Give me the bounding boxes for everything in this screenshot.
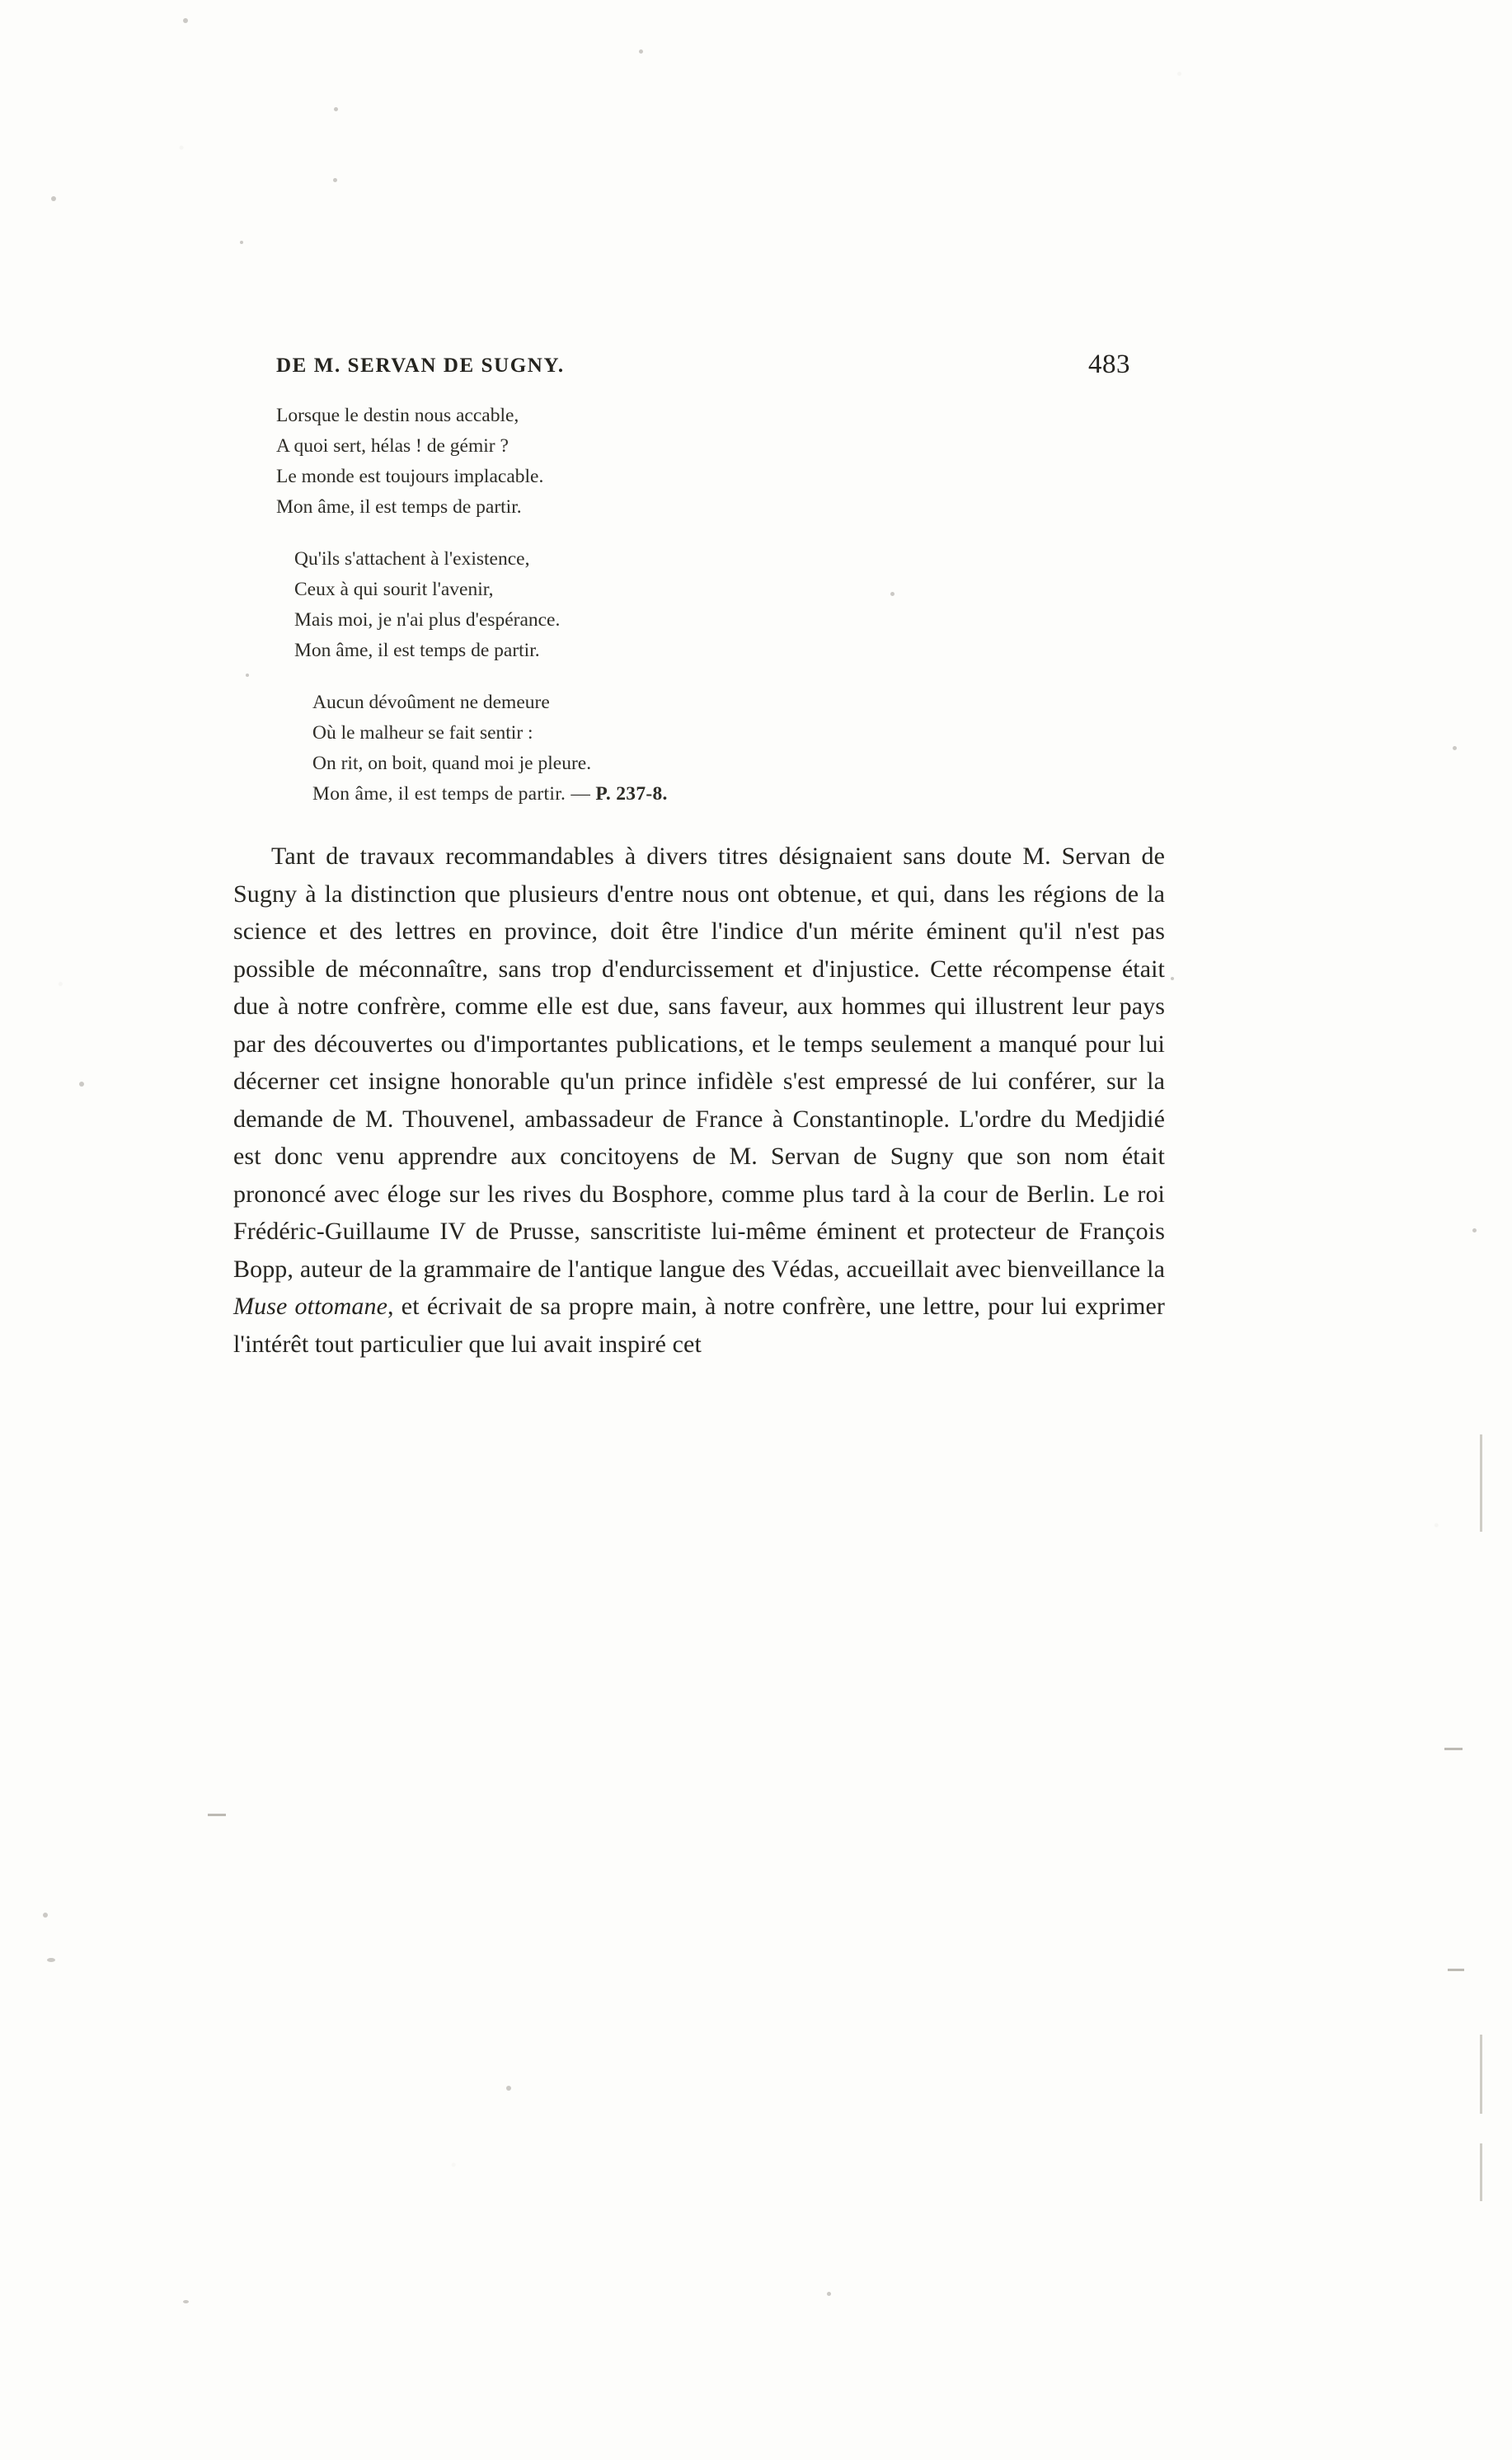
verse-line: Mais moi, je n'ai plus d'espérance. bbox=[294, 609, 561, 631]
body-text bbox=[233, 838, 1165, 1363]
verse-line: Le monde est toujours implacable. bbox=[276, 466, 544, 487]
page-text-block bbox=[233, 350, 1165, 1363]
scan-speck bbox=[334, 107, 338, 111]
verse-line: A quoi sert, hélas ! de gémir ? bbox=[276, 435, 509, 457]
scan-speck bbox=[333, 178, 337, 182]
page-number: 483 bbox=[1088, 350, 1130, 379]
verse-line: Mon âme, il est temps de partir. bbox=[294, 640, 540, 661]
scan-speck bbox=[183, 18, 188, 23]
scan-speck bbox=[639, 49, 643, 54]
scan-speck bbox=[1171, 977, 1174, 980]
paragraph-text-start: Tant de travaux recommandables à divers titres désignaient sans doute M. Servan de Sugny à la distinction que plusieurs d'entre nous ont obtenue, et qui, dans les régions de la science et des lettres en province, doit être l'indice d'un mérite éminent qu'il n'est pas possible de méconnaître, sans trop d'endurcissement et d'injustice. Cette récompense était due à notre confrère, comme elle est due, sans faveur, aux hommes qui illustrent leur pays par des découvertes ou d'importantes publications, et le temps seulement a manqué pour lui décerner cet insigne honorable qu'un prince infidèle s'est empressé de lui conférer, sur la demande de M. Thouvenel, ambassadeur de France à Constantinople. L'ordre du Medjidié est donc venu apprendre aux concitoyens de M. Servan de Sugny que son nom était prononcé avec éloge sur les rives du Bosphore, comme plus tard à la cour de Berlin. Le roi Frédéric-Guillaume IV de Prusse, sanscritiste lui-même éminent et protecteur de François Bopp, auteur de la grammaire de l'antique langue des Védas, accueillait avec bienveillance la bbox=[233, 843, 1165, 1283]
verse-line: Lorsque le destin nous accable, bbox=[276, 405, 519, 426]
verse-quotation bbox=[276, 401, 1165, 810]
verse-line: Aucun dévoûment ne demeure bbox=[312, 692, 550, 713]
page-edge-mark bbox=[1480, 2143, 1482, 2201]
verse-line: Mon âme, il est temps de partir. bbox=[276, 496, 522, 518]
scan-speck bbox=[827, 2292, 831, 2296]
page-edge-mark bbox=[1480, 1434, 1482, 1532]
scan-speck bbox=[183, 2300, 189, 2303]
page-edge-mark bbox=[1444, 1748, 1463, 1750]
scan-speck bbox=[240, 241, 243, 244]
page-edge-mark bbox=[1448, 1969, 1464, 1971]
scan-speck bbox=[47, 1958, 55, 1962]
verse-stanza bbox=[312, 688, 1165, 810]
page-edge-mark bbox=[1480, 2035, 1482, 2114]
verse-stanza bbox=[294, 544, 1165, 666]
verse-source-reference: P. 237-8. bbox=[595, 783, 668, 805]
scan-speck bbox=[1453, 746, 1457, 750]
verse-line-attribution bbox=[312, 779, 1165, 810]
verse-line: Ceux à qui sourit l'avenir, bbox=[294, 579, 494, 600]
scan-speck bbox=[79, 1082, 84, 1087]
scan-speck bbox=[51, 196, 56, 201]
verse-line: Qu'ils s'attachent à l'existence, bbox=[294, 548, 530, 570]
running-head bbox=[233, 350, 1165, 379]
scan-speck bbox=[1472, 1228, 1477, 1232]
paragraph-text-end: , et écrivait de sa propre main, à notre confrère, une lettre, pour lui exprimer l'intérêt tout particulier que lui avait inspiré cet bbox=[233, 1293, 1165, 1358]
scan-speck bbox=[506, 2086, 511, 2091]
italic-work-title: Muse ottomane bbox=[233, 1293, 388, 1320]
verse-line: On rit, on boit, quand moi je pleure. bbox=[312, 753, 592, 774]
verse-stanza bbox=[276, 401, 1165, 523]
running-head-title: DE M. SERVAN DE SUGNY. bbox=[276, 354, 565, 377]
verse-line: Mon âme, il est temps de partir. — bbox=[312, 783, 591, 805]
page-edge-mark bbox=[208, 1814, 226, 1816]
scan-speck bbox=[43, 1913, 48, 1918]
verse-line: Où le malheur se fait sentir : bbox=[312, 722, 533, 744]
body-paragraph bbox=[233, 838, 1165, 1363]
